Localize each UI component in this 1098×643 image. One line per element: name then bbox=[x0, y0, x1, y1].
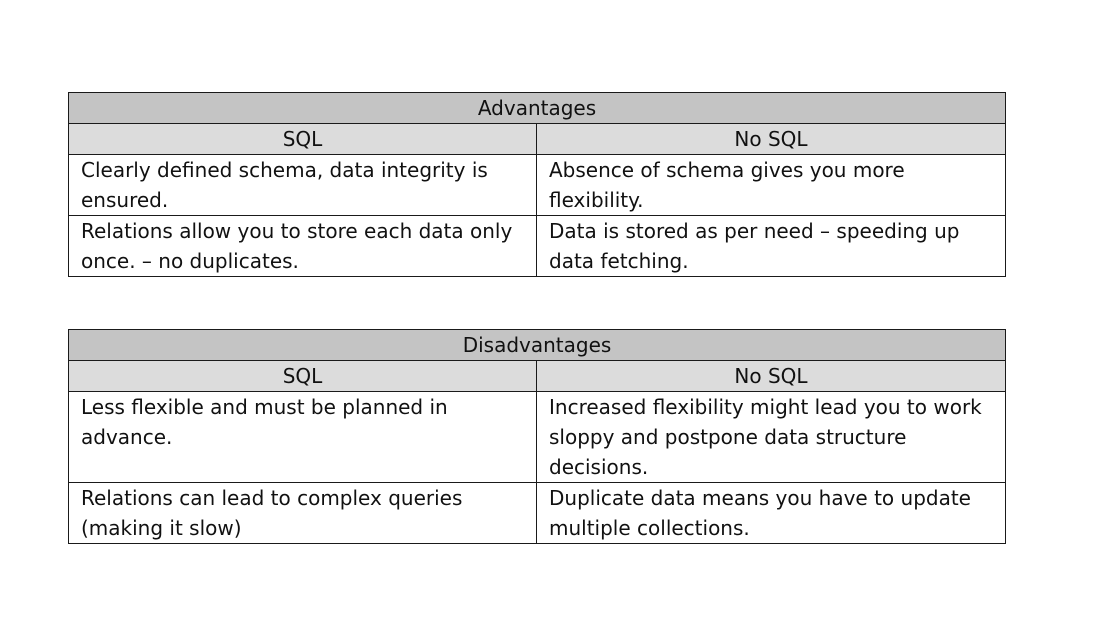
column-header-sql: SQL bbox=[69, 124, 537, 155]
table-cell-nosql: Increased flexibility might lead you to work sloppy and postpone data structure decisions. bbox=[537, 392, 1006, 483]
table-title-row bbox=[69, 330, 1006, 361]
column-header-nosql: No SQL bbox=[537, 124, 1006, 155]
table-cell-nosql: Duplicate data means you have to update multiple collections. bbox=[537, 483, 1006, 544]
disadvantages-table bbox=[68, 329, 1006, 544]
table-row bbox=[69, 216, 1006, 277]
table-cell-sql: Relations allow you to store each data only once. – no duplicates. bbox=[69, 216, 537, 277]
table-title: Advantages bbox=[69, 93, 1006, 124]
table-title-row bbox=[69, 93, 1006, 124]
table-row bbox=[69, 155, 1006, 216]
table-row bbox=[69, 483, 1006, 544]
table-title: Disadvantages bbox=[69, 330, 1006, 361]
table-cell-nosql: Absence of schema gives you more flexibility. bbox=[537, 155, 1006, 216]
column-header-nosql: No SQL bbox=[537, 361, 1006, 392]
table-cell-sql: Clearly defined schema, data integrity is ensured. bbox=[69, 155, 537, 216]
table-cell-sql: Relations can lead to complex queries (making it slow) bbox=[69, 483, 537, 544]
table-header-row bbox=[69, 124, 1006, 155]
table-cell-nosql: Data is stored as per need – speeding up data fetching. bbox=[537, 216, 1006, 277]
table-row bbox=[69, 392, 1006, 483]
table-cell-sql: Less flexible and must be planned in advance. bbox=[69, 392, 537, 483]
advantages-table bbox=[68, 92, 1006, 277]
table-header-row bbox=[69, 361, 1006, 392]
column-header-sql: SQL bbox=[69, 361, 537, 392]
